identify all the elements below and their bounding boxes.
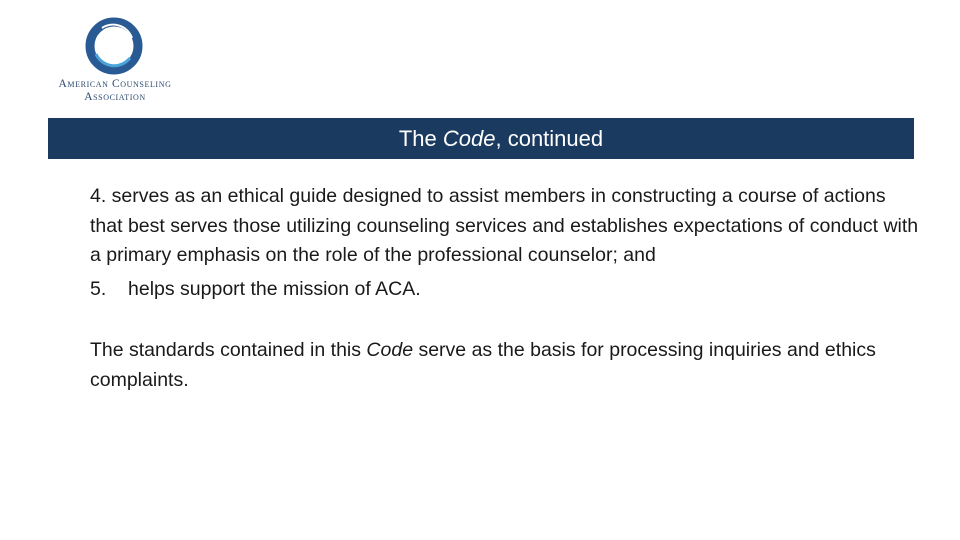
- logo-text-line1: American Counseling: [58, 78, 172, 90]
- title-italic: Code: [442, 125, 496, 151]
- para2-suffix: serve as the basis for processing inquiries and ethics complaints.: [90, 339, 876, 391]
- slide-title: [399, 126, 603, 152]
- aca-ring-icon: [84, 16, 144, 76]
- standards-paragraph: [90, 336, 920, 395]
- aca-logo: [30, 14, 200, 104]
- title-prefix: The: [398, 125, 443, 151]
- title-suffix: , continued: [495, 125, 604, 151]
- list-item-5-text: helps support the mission of ACA.: [128, 277, 421, 300]
- slide-title-bar: [48, 118, 914, 159]
- para2-prefix: The standards contained in this: [90, 339, 367, 361]
- para2-italic: Code: [366, 339, 414, 361]
- list-item-4: 4. serves as an ethical guide designed to assist members in constructing a course of actions that best serves those utilizing counseling services and establishes expectations of conduct with a primary emphasis on the role of the professional counselor; and: [90, 185, 919, 266]
- list-item-5-number: 5.: [90, 277, 107, 300]
- slide-body: [90, 182, 920, 395]
- list-item-5: [90, 275, 920, 305]
- logo-text-line2: Association: [84, 91, 146, 103]
